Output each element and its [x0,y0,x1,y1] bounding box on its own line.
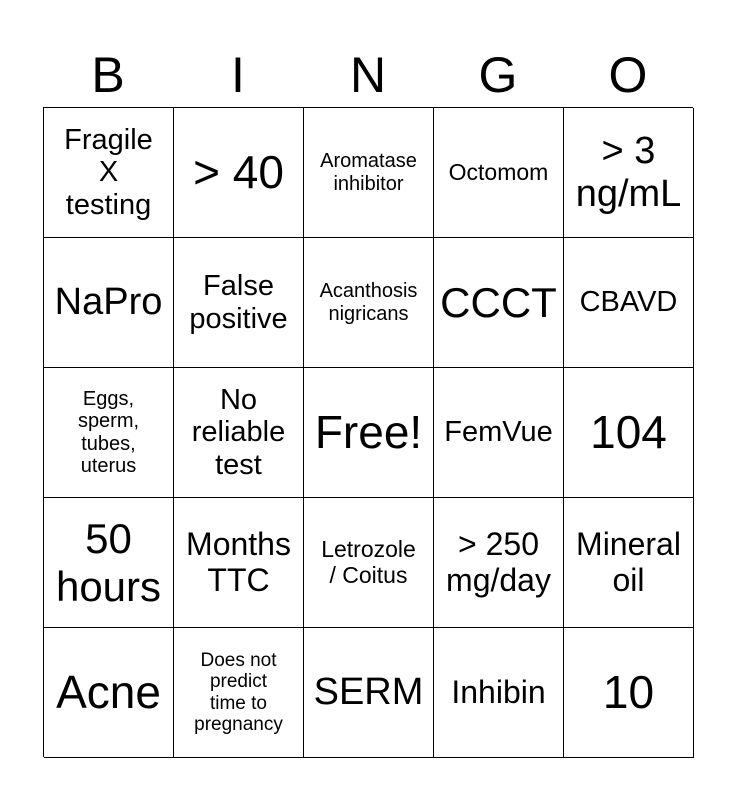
cell-mineral-oil[interactable] [564,498,694,628]
cell-label: Months TTC [186,525,291,598]
cell-label: NaPro [54,281,163,324]
cell-label: False positive [189,270,288,335]
header-letter-o: O [608,47,648,103]
cell-label: FemVue [444,416,553,449]
cell-does-not-predict-time-to-pregnancy[interactable] [174,628,304,758]
cell-no-reliable-test[interactable] [174,368,304,498]
cell-104[interactable] [564,368,694,498]
cell-eggs-sperm-tubes-uterus[interactable] [44,368,174,498]
cell-50-hours[interactable] [44,498,174,628]
cell-aromatase-inhibitor[interactable] [304,108,434,238]
cell-label: Letrozole / Coitus [321,535,416,588]
cell-acne[interactable] [44,628,174,758]
cell-label: > 250 mg/day [446,525,551,598]
cell-label: Octomom [448,158,549,185]
cell-label: 50 hours [55,515,162,610]
cell-ccct[interactable] [434,238,564,368]
cell-letrozole-coitus[interactable] [304,498,434,628]
cell-label: Free! [314,405,423,458]
cell-label: No reliable test [191,383,286,481]
cell-label: CBAVD [579,286,678,319]
cell-label: 104 [590,405,667,458]
cell-acanthosis-nigricans[interactable] [304,238,434,368]
bingo-grid [43,107,693,757]
cell-label: Mineral oil [576,525,681,598]
cell-inhibin[interactable] [434,628,564,758]
cell-label: Fragile X testing [64,123,153,221]
cell-label: CCCT [440,278,557,326]
cell-label: Does not predict time to pregnancy [194,649,283,735]
cell-fragile-x-testing[interactable] [44,108,174,238]
header-letter-g: G [478,47,518,103]
cell-label: 10 [602,665,655,718]
cell-label: Inhibin [451,673,546,710]
cell-greater-than-3-ng-ml[interactable] [564,108,694,238]
cell-label: > 40 [193,145,284,198]
cell-false-positive[interactable] [174,238,304,368]
cell-octomom[interactable] [434,108,564,238]
cell-label: > 3 ng/mL [575,129,682,215]
header-letter-b: B [91,47,125,103]
cell-label: Acanthosis nigricans [319,280,418,325]
cell-label: Acne [56,665,161,718]
cell-months-ttc[interactable] [174,498,304,628]
cell-label: Eggs, sperm, tubes, uterus [77,387,140,477]
cell-napro[interactable] [44,238,174,368]
bingo-header [43,44,693,106]
cell-10[interactable] [564,628,694,758]
cell-femvue[interactable] [434,368,564,498]
cell-greater-than-40[interactable] [174,108,304,238]
cell-free-space[interactable] [304,368,434,498]
cell-serm[interactable] [304,628,434,758]
cell-greater-than-250-mg-day[interactable] [434,498,564,628]
cell-label: SERM [313,671,424,714]
cell-label: Aromatase inhibitor [320,150,417,195]
header-letter-n: N [349,47,387,103]
cell-cbavd[interactable] [564,238,694,368]
header-letter-i: I [231,47,245,103]
